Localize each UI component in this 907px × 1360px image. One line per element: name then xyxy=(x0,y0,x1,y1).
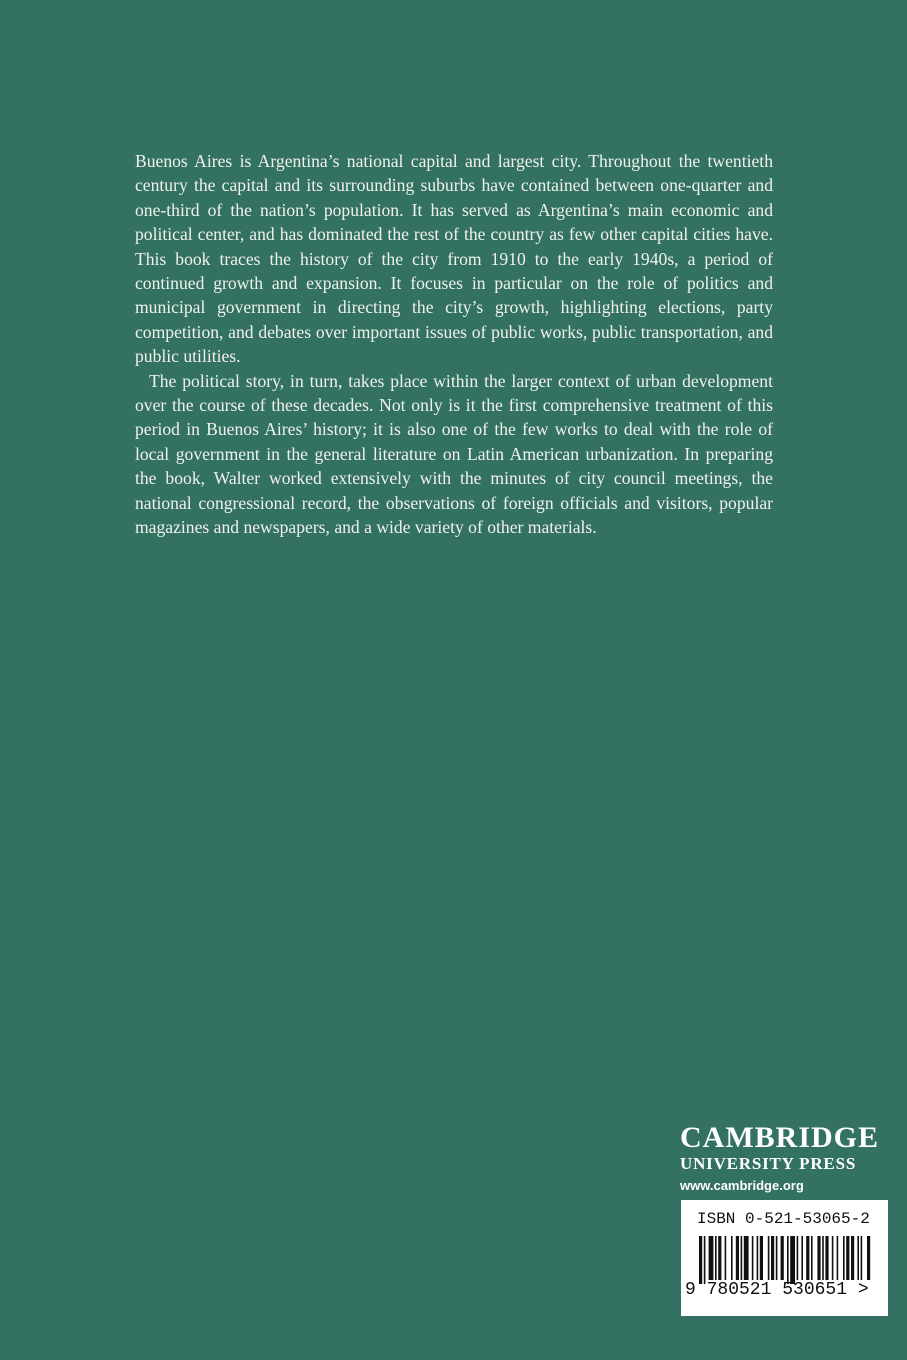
blurb-paragraph-1: Buenos Aires is Argentina’s national capital and largest city. Throughout the twentieth century the capital and its surrounding suburbs have contained between one-quarter and one-third of the nation’s population. It has served as Argentina’s main economic and political center, and has dominated the rest of the country as few other capital cities have. This book traces the history of the city from 1910 to the early 1940s, a period of continued growth and expansion. It focuses in particular on the role of politics and municipal government in directing the city’s growth, highlighting elections, party competition, and debates over important issues of public works, public transportation, and public utilities. xyxy=(135,151,773,367)
publisher-url: www.cambridge.org xyxy=(680,1178,804,1193)
barcode-bar xyxy=(797,1236,799,1280)
barcode-bar xyxy=(768,1236,770,1280)
barcode-bar xyxy=(843,1236,845,1280)
isbn-label: ISBN 0-521-53065-2 xyxy=(697,1210,870,1228)
barcode-bar xyxy=(867,1236,870,1280)
barcode-bar xyxy=(718,1236,721,1280)
barcode-digits: 9 780521 530651 > xyxy=(685,1280,869,1300)
barcode-bar xyxy=(790,1236,795,1284)
barcode-bar xyxy=(806,1236,809,1280)
barcode-bar xyxy=(817,1236,820,1280)
barcode-bar xyxy=(699,1236,702,1284)
barcode-bar xyxy=(744,1236,749,1280)
barcode-bar xyxy=(725,1236,727,1280)
barcode-bar xyxy=(771,1236,774,1280)
barcode-bar xyxy=(787,1236,789,1284)
barcode-bar xyxy=(822,1236,824,1280)
barcode-bar xyxy=(731,1236,733,1280)
barcode-bar xyxy=(776,1236,778,1280)
barcode-bar xyxy=(757,1236,759,1280)
barcode-bar xyxy=(801,1236,803,1280)
barcode-bar xyxy=(760,1236,763,1280)
barcode-bar xyxy=(709,1236,714,1280)
blurb-paragraph-2: The political story, in turn, takes place within the larger context of urban development over the course of these decades. Not only is it the first comprehensive treatment of this period in Buenos Aires’ history; it is also one of the few works to deal with the role of local government in the general literature on Latin American urbanization. In preparing the book, Walter worked extensively with the minutes of city council meetings, the national congressional record, the observations of foreign officials and visitors, popular magazines and newspapers, and a wide variety of other materials. xyxy=(135,370,773,538)
cover-blurb xyxy=(135,149,773,540)
barcode-bar xyxy=(832,1236,834,1280)
barcode-bar xyxy=(715,1236,717,1280)
barcode-bar xyxy=(811,1236,813,1280)
publisher-subtitle: UNIVERSITY PRESS xyxy=(680,1154,857,1173)
publisher-name: CAMBRIDGE xyxy=(680,1121,880,1154)
barcode-bar xyxy=(857,1236,859,1280)
barcode-bar xyxy=(741,1236,743,1280)
barcode-bar xyxy=(861,1236,863,1280)
barcode-bar xyxy=(736,1236,739,1280)
barcode-bar xyxy=(846,1236,849,1280)
publisher-logo xyxy=(680,1122,892,1195)
barcode-bar xyxy=(704,1236,706,1284)
barcode-bar xyxy=(825,1236,828,1280)
barcode-panel xyxy=(681,1200,888,1316)
barcode-bar xyxy=(851,1236,854,1280)
barcode-bar xyxy=(781,1236,784,1280)
barcode-bar xyxy=(752,1236,754,1280)
barcode-bar xyxy=(837,1236,839,1280)
